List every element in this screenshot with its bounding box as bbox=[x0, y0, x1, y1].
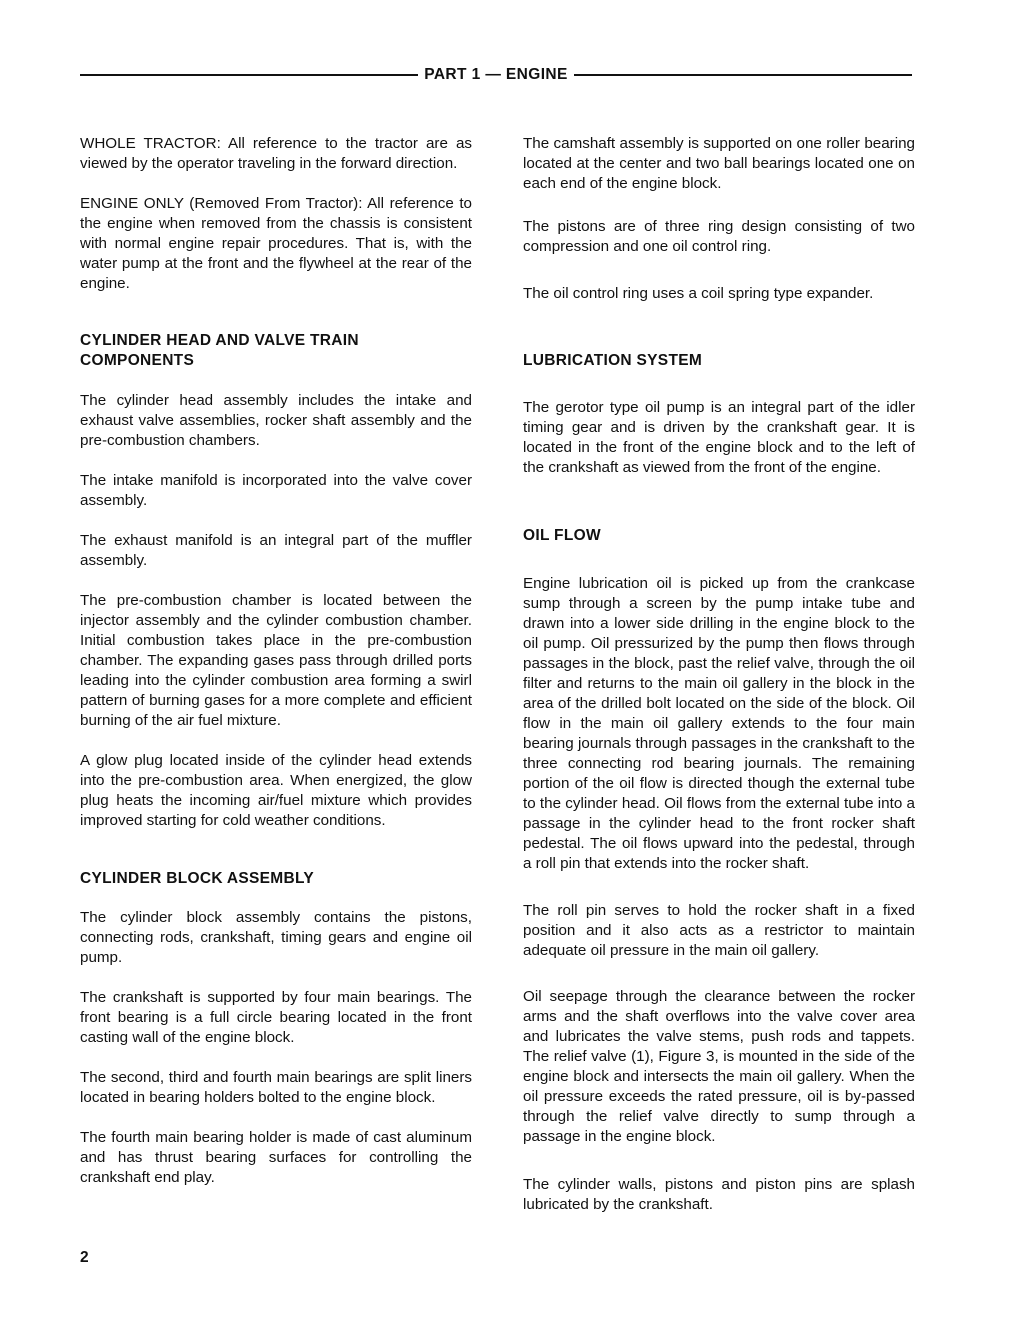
pistons-paragraph: The pistons are of three ring design consisting of two compression and one oil control ring. bbox=[523, 218, 915, 255]
oil-flow-p1: Engine lubrication oil is picked up from the crankcase sump through a screen by the pump intake tube and drawn into a lower side drilling in the engine block to the oil pump. Oil pressurized by the pump then flows through passages in the block, past the relief valve, through the oil filter and returns to the main oil gallery in the block in the area of the drilled bolt located on the side of the block. Oil flow in the main oil gallery extends to the four main bearing journals through passages in the crankshaft to the three connecting rod bearing journals. The remaining portion of the oil flow is directed though the external tube to the cylinder head. Oil flows from the external tube into a passage in the cylinder head to the front rocker shaft pedestal. The oil flows upward into the pedestal, through a roll pin that extends into the rocker shaft. bbox=[523, 575, 915, 872]
cylinder-head-p1: The cylinder head assembly includes the intake and exhaust valve assemblies, rocker shaft assembly and the pre-combustion chambers. bbox=[80, 392, 472, 449]
oil-control-ring-paragraph: The oil control ring uses a coil spring type expander. bbox=[523, 285, 874, 302]
oil-flow-p2: The roll pin serves to hold the rocker shaft in a fixed position and it also acts as a restrictor to maintain adequate oil pressure in the main oil gallery. bbox=[523, 902, 915, 959]
camshaft-paragraph: The camshaft assembly is supported on one roller bearing located at the center and two ball bearings located one on each end of the engine block. bbox=[523, 135, 915, 192]
cylinder-head-p4: The pre-combustion chamber is located between the injector assembly and the cylinder combustion chamber. Initial combustion takes place in the pre-combustion chamber. The expanding gases pass through drilled ports leading into the cylinder combustion area forming a swirl pattern of burning gases for a more complete and efficient burning of the air fuel mixture. bbox=[80, 592, 472, 729]
lubrication-p1: The gerotor type oil pump is an integral part of the idler timing gear and is driven by the crankshaft gear. It is located in the front of the engine block and to the left of the crankshaft as viewed from the front of the engine. bbox=[523, 399, 915, 476]
cylinder-block-p3: The second, third and fourth main bearings are split liners located in bearing holders bolted to the engine block. bbox=[80, 1069, 472, 1106]
cylinder-head-p5: A glow plug located inside of the cylinder head extends into the pre-combustion area. When energized, the glow plug heats the incoming air/fuel mixture which provides improved starting for cold weather conditions. bbox=[80, 752, 472, 829]
oil-flow-p4: The cylinder walls, pistons and piston pins are splash lubricated by the crankshaft. bbox=[523, 1176, 915, 1213]
page-title: PART 1 — ENGINE bbox=[424, 66, 568, 83]
cylinder-head-p3: The exhaust manifold is an integral part of the muffler assembly. bbox=[80, 532, 472, 569]
header-rule-left bbox=[80, 74, 418, 76]
page-number: 2 bbox=[80, 1249, 89, 1266]
cylinder-head-heading: CYLINDER HEAD AND VALVE TRAIN COMPONENTS bbox=[80, 332, 359, 369]
header-rule-right bbox=[574, 74, 912, 76]
intro-whole-tractor: WHOLE TRACTOR: All reference to the tractor are as viewed by the operator traveling in the forward direction. bbox=[80, 135, 472, 172]
cylinder-block-p1: The cylinder block assembly contains the pistons, connecting rods, crankshaft, timing gears and engine oil pump. bbox=[80, 909, 472, 966]
cylinder-block-heading: CYLINDER BLOCK ASSEMBLY bbox=[80, 870, 314, 887]
cylinder-block-p4: The fourth main bearing holder is made of cast aluminum and has thrust bearing surfaces for controlling the crankshaft end play. bbox=[80, 1129, 472, 1186]
oil-flow-p3: Oil seepage through the clearance between the rocker arms and the shaft overflows into the valve cover area and lubricates the valve stems, push rods and tappets. The relief valve (1), Figure 3, is mounted in the side of the engine block and intersects the main oil gallery. When the oil pressure exceeds the rated pressure, oil is by-passed through the relief valve directly to sump through a passage in the engine block. bbox=[523, 988, 915, 1145]
left-column bbox=[80, 134, 472, 1188]
page-header bbox=[80, 66, 912, 84]
right-column bbox=[523, 134, 915, 1215]
intro-engine-only: ENGINE ONLY (Removed From Tractor): All reference to the engine when removed from the chassis is consistent with normal engine repair procedures. That is, with the water pump at the front and the flywheel at the rear of the engine. bbox=[80, 195, 472, 292]
oil-flow-heading: OIL FLOW bbox=[523, 527, 601, 544]
cylinder-head-p2: The intake manifold is incorporated into the valve cover assembly. bbox=[80, 472, 472, 509]
cylinder-block-p2: The crankshaft is supported by four main bearings. The front bearing is a full circle bearing located in the front casting wall of the engine block. bbox=[80, 989, 472, 1046]
lubrication-heading: LUBRICATION SYSTEM bbox=[523, 352, 703, 369]
